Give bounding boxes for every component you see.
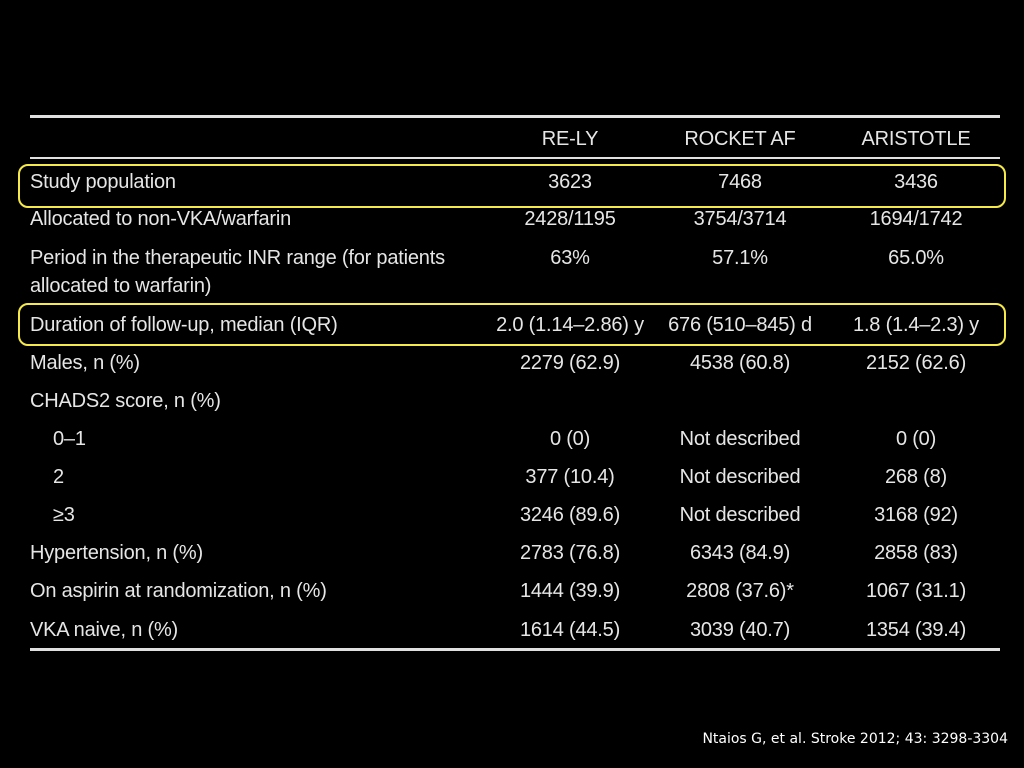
table-cell: 676 (510–845) d (668, 314, 812, 336)
citation: Ntaios G, et al. Stroke 2012; 43: 3298-3304 (702, 731, 1008, 747)
table-top-rule (30, 115, 1000, 118)
table-cell: 1444 (39.9) (519, 580, 621, 602)
table-bottom-rule (30, 648, 1000, 651)
row-label-chads2-0-1: 0–1 (53, 428, 86, 450)
table-cell: 1067 (31.1) (865, 580, 967, 602)
table-cell: 1.8 (1.4–2.3) y (853, 314, 979, 336)
header-aristotle: ARISTOTLE (861, 128, 971, 150)
table-cell: 2428/1195 (524, 208, 616, 230)
row-label-aspirin: On aspirin at randomization, n (%) (30, 580, 327, 602)
table-cell: 2.0 (1.14–2.86) y (496, 314, 644, 336)
table-cell: 0 (0) (549, 428, 591, 450)
row-label-vka-naive: VKA naive, n (%) (30, 619, 178, 641)
header-re-ly: RE-LY (541, 128, 599, 150)
row-label-chads2-3plus: ≥3 (53, 504, 75, 526)
table-cell: 6343 (84.9) (689, 542, 791, 564)
row-label-inr-line2: allocated to warfarin) (30, 275, 212, 297)
table-cell: 1694/1742 (869, 208, 963, 230)
row-label-inr-line1: Period in the therapeutic INR range (for patients (30, 247, 445, 269)
table-cell: 7468 (718, 171, 762, 193)
table-cell: 3246 (89.6) (519, 504, 621, 526)
table-cell: 2783 (76.8) (519, 542, 621, 564)
table-cell: Not described (679, 428, 801, 450)
highlight-box-duration (18, 303, 1006, 346)
table-cell: 2808 (37.6)* (686, 580, 794, 602)
table-cell: 377 (10.4) (525, 466, 615, 488)
row-label-chads2: CHADS2 score, n (%) (30, 390, 221, 412)
table-header-rule (30, 157, 1000, 159)
row-label-chads2-2: 2 (53, 466, 64, 488)
row-label-study-population: Study population (30, 171, 176, 193)
table-cell: 3039 (40.7) (689, 619, 791, 641)
table-cell: Not described (679, 504, 801, 526)
row-label-hypertension: Hypertension, n (%) (30, 542, 203, 564)
table-cell: 57.1% (712, 247, 768, 269)
header-rocket-af: ROCKET AF (684, 128, 796, 150)
highlight-box-study-population (18, 164, 1006, 208)
row-label-males: Males, n (%) (30, 352, 140, 374)
row-label-allocated: Allocated to non-VKA/warfarin (30, 208, 292, 230)
table-cell: 2858 (83) (874, 542, 958, 564)
table-cell: 3168 (92) (874, 504, 958, 526)
table-cell: 2279 (62.9) (519, 352, 621, 374)
table-cell: Not described (679, 466, 801, 488)
table-cell: 0 (0) (895, 428, 937, 450)
table-cell: 1354 (39.4) (865, 619, 967, 641)
table-cell: 3754/3714 (693, 208, 787, 230)
table-cell: 63% (550, 247, 590, 269)
table-cell: 3623 (548, 171, 592, 193)
table-cell: 4538 (60.8) (689, 352, 791, 374)
table-cell: 2152 (62.6) (865, 352, 967, 374)
table-cell: 268 (8) (885, 466, 947, 488)
row-label-duration: Duration of follow-up, median (IQR) (30, 314, 338, 336)
table-cell: 65.0% (888, 247, 944, 269)
table-cell: 3436 (894, 171, 938, 193)
table-cell: 1614 (44.5) (519, 619, 621, 641)
